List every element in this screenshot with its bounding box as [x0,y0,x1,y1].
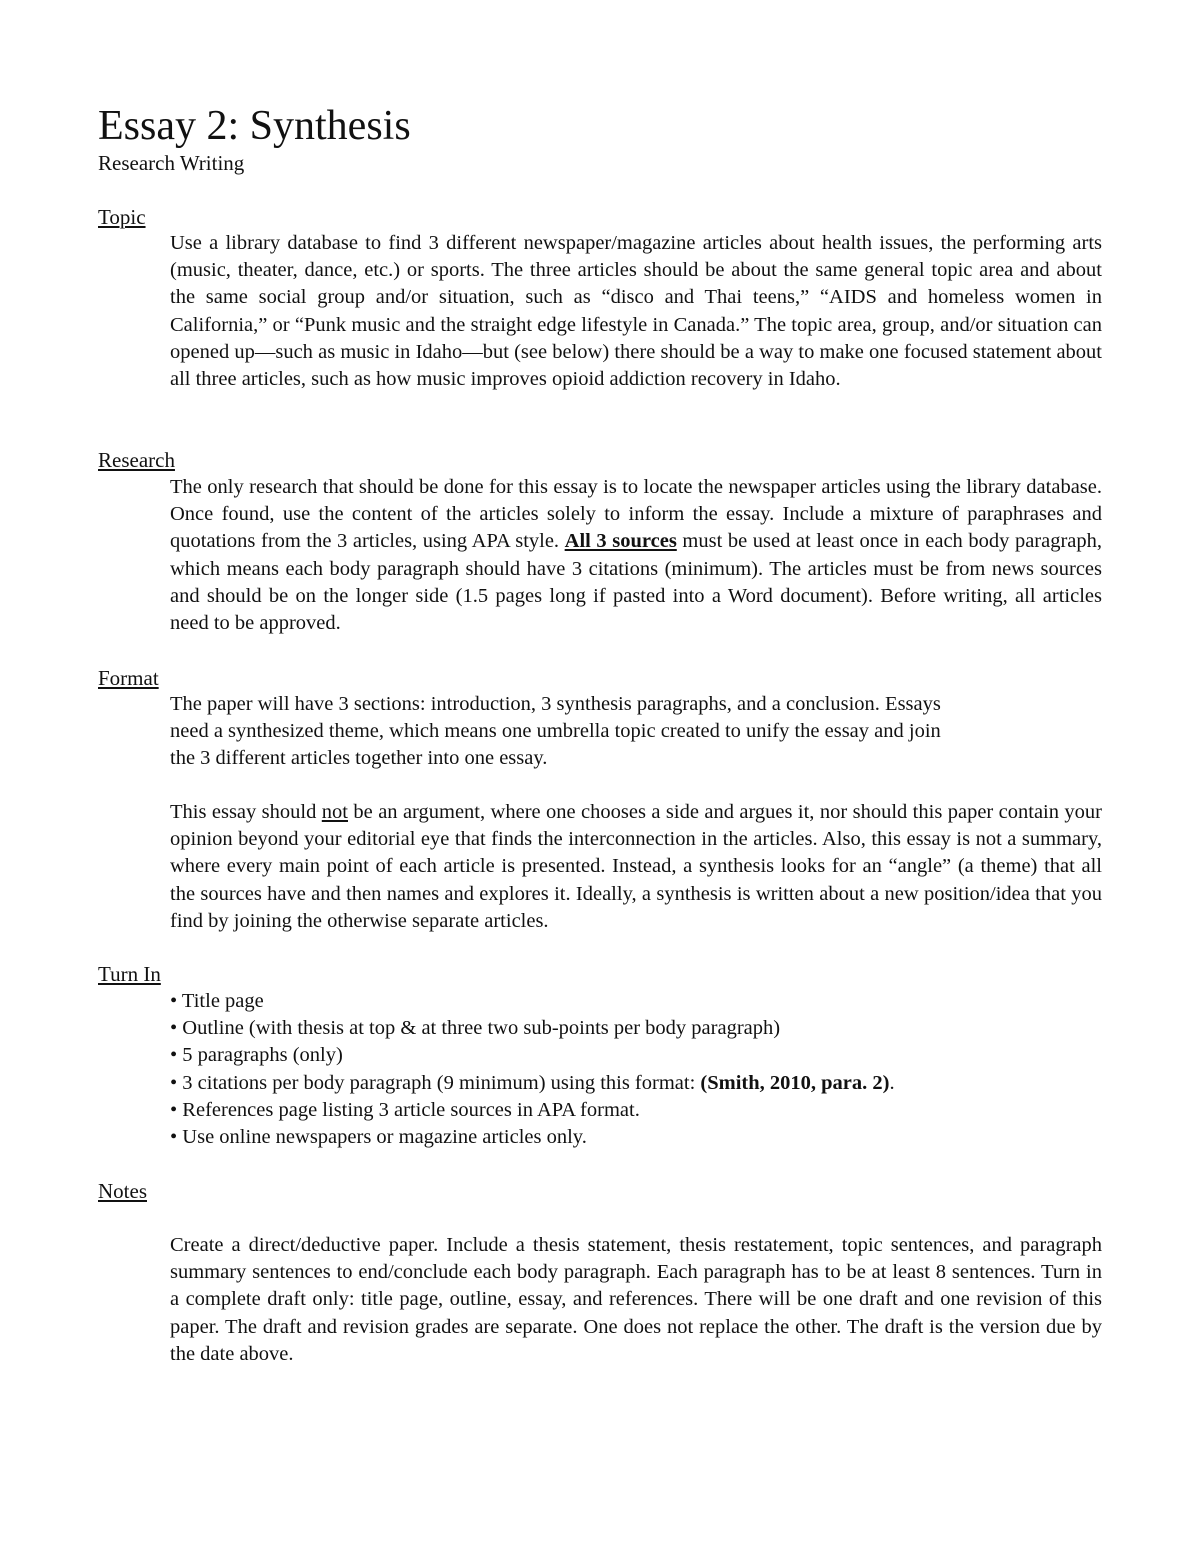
format-text-after: be an argument, where one chooses a side and argues it, nor should this paper contain your opinion beyond your editorial eye that finds the interconnection in the articles. Also, this essay is not a summary, where every main point of each article is presented. Instead, a synthesis looks for an “angle” (a theme) that all the sources have and then names and explores it. Ideally, a synthesis is written about a new position/idea that you find by joining the otherwise separate articles. [170,801,1102,932]
section-heading-research: Research [98,448,175,472]
list-item-citation [170,1070,895,1097]
list-item: • Title page [170,990,264,1012]
citation-text-after: . [889,1071,895,1094]
section-heading-notes: Notes [98,1179,147,1203]
format-line: The paper will have 3 sections: introduction, 3 synthesis paragraphs, and a conclusion. Essays [170,693,941,715]
topic-paragraph: Use a library database to find 3 different newspaper/magazine articles about health issues, the performing arts (music, theater, dance, etc.) or sports. The three articles should be about the same general topic area and about the same social group and/or situation, such as “disco and Thai teens,” “AIDS and homeless women in California,” or “Punk music and the straight edge lifestyle in Canada.” The topic area, group, and/or situation can opened up—such as music in Idaho—but (see below) there should be a way to make one focused statement about all three articles, such as how music improves opioid addiction recovery in Idaho. [170,232,1102,391]
list-item: • Outline (with thesis at top & at three two sub-points per body paragraph) [170,1017,781,1040]
turn-in-list [170,988,895,1151]
format-emphasis: not [321,801,348,823]
list-item: • 5 paragraphs (only) [170,1044,343,1067]
section-heading-turn-in: Turn In [98,962,161,986]
format-paragraph-2 [170,799,1102,935]
format-line: need a synthesized theme, which means one umbrella topic created to unify the essay and join [170,720,941,743]
citation-text-before: • 3 citations per body paragraph (9 minimum) using this format: [170,1071,696,1094]
format-text-before: This essay should [170,801,317,823]
research-text-before: The only research that should be done for this essay is to locate the newspaper articles using the library database. Once found, use the content of the articles solely to inform the essay. Include a mixture of paraphrases and quotations from the 3 articles, using APA style. [170,476,1102,553]
document-subtitle: Research Writing [98,151,245,175]
section-heading-format: Format [98,666,159,690]
list-item: • References page listing 3 article sources in APA format. [170,1098,640,1121]
format-line: the 3 different articles together into one essay. [170,747,548,770]
research-paragraph [170,474,1102,637]
list-item: • Use online newspapers or magazine articles only. [170,1126,587,1149]
notes-paragraph: Create a direct/deductive paper. Include a thesis statement, thesis restatement, topic sentences, and paragraph summary sentences to end/conclude each body paragraph. Each paragraph has to be at least 8 sentences. Turn in a complete draft only: title page, outline, essay, and references. There will be one draft and one revision of this paper. The draft and revision grades are separate. One does not replace the other. The draft is the version due by the date above. [170,1234,1102,1365]
format-paragraph-1 [170,691,1102,773]
citation-format: (Smith, 2010, para. 2) [700,1071,890,1094]
document-title: Essay 2: Synthesis [98,103,411,149]
section-heading-topic: Topic [98,205,146,229]
research-text-after: must be used at least once in each body paragraph, which means each body paragraph should have 3 citations (minimum). The articles must be from news sources and should be on the longer side (1.5 pages long if pasted into a Word document). Before writing, all articles need to be approved. [170,530,1103,635]
research-emphasis: All 3 sources [564,530,677,553]
